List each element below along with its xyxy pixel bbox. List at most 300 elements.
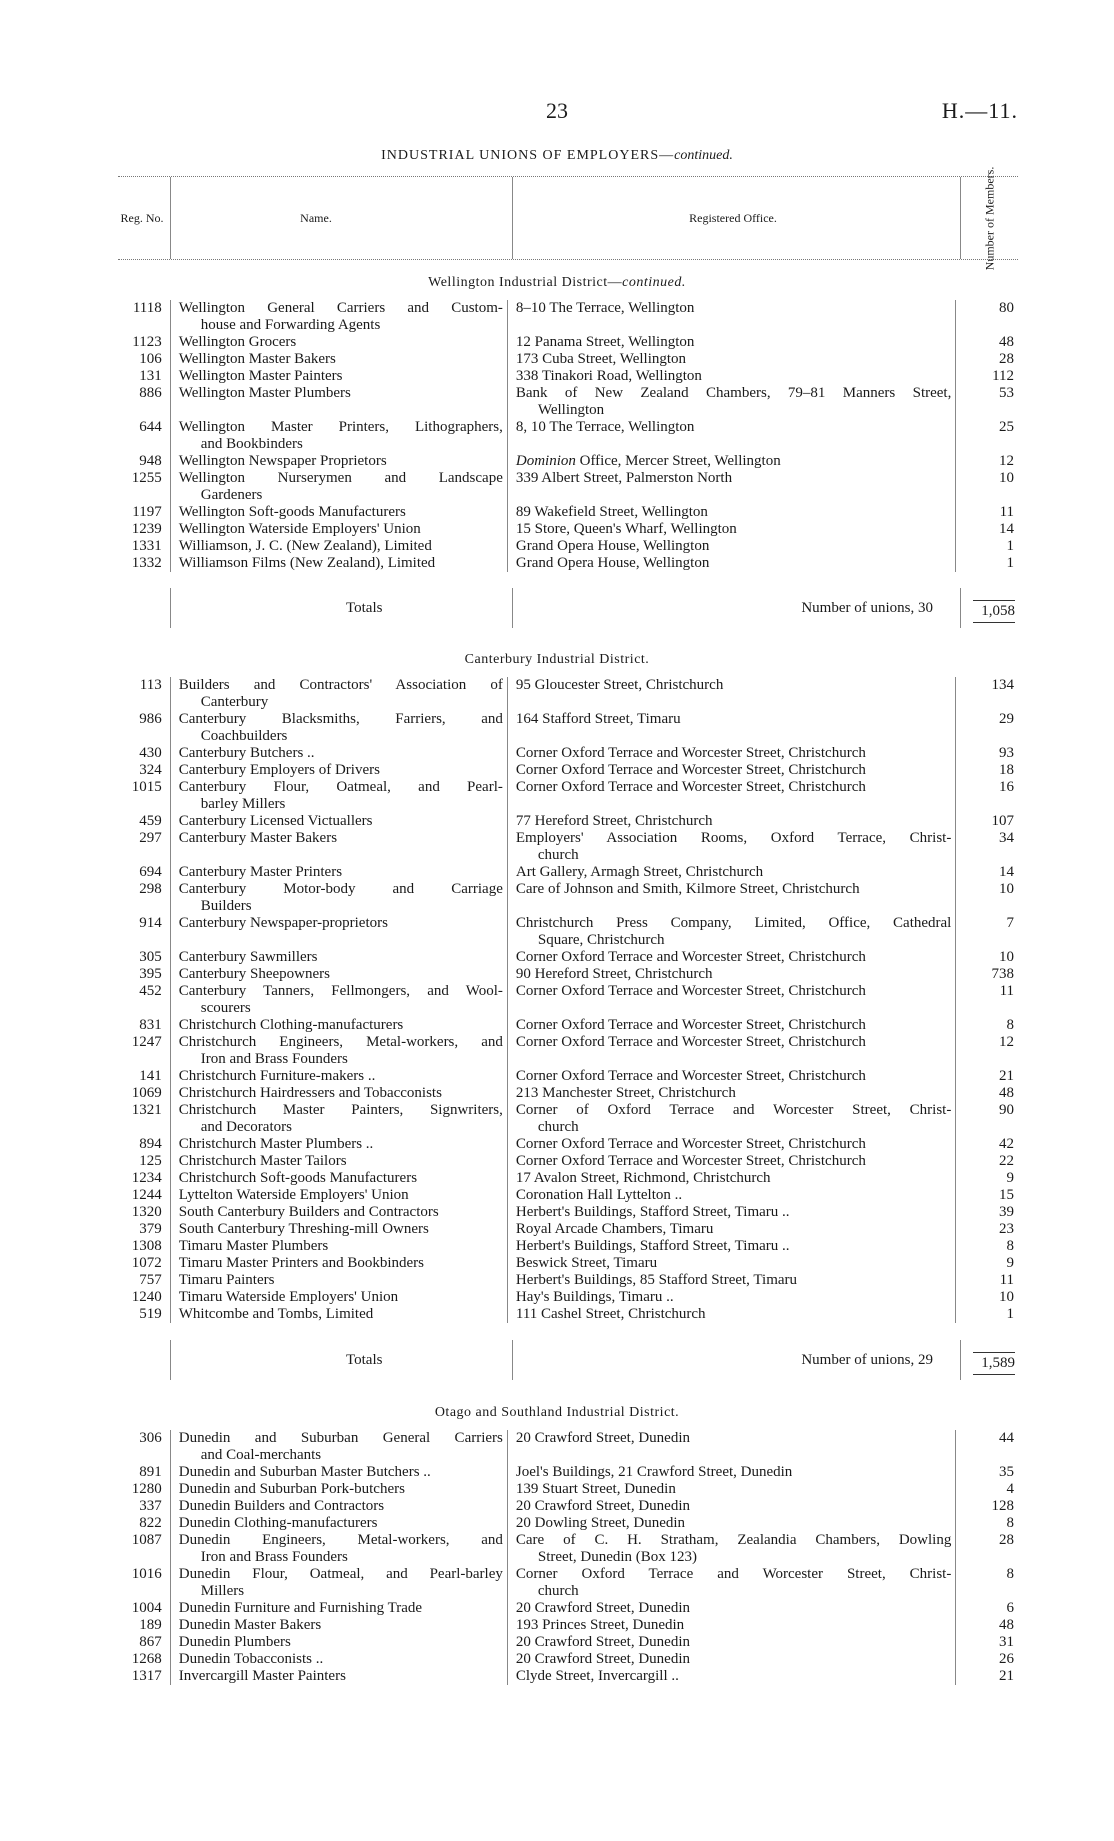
table-row bbox=[118, 881, 1018, 915]
office-italic-name: Dominion bbox=[515, 453, 576, 469]
union-name-cell bbox=[170, 1498, 507, 1515]
union-count: Number of unions, 30 bbox=[801, 600, 933, 616]
registered-office bbox=[516, 1566, 951, 1583]
registered-office bbox=[516, 864, 951, 881]
table-row bbox=[118, 453, 1018, 470]
registered-office-cell bbox=[507, 1034, 955, 1068]
union-name: Wellington Soft-goods Manufacturers bbox=[178, 504, 406, 520]
reg-number: 914 bbox=[139, 915, 162, 931]
office-address: Corner Oxford Terrace and Worcester Street, Christchurch bbox=[515, 779, 866, 795]
union-name-cell bbox=[170, 1085, 507, 1102]
reg-number: 298 bbox=[139, 881, 162, 897]
table-row bbox=[118, 1515, 1018, 1532]
reg-number: 297 bbox=[139, 830, 162, 846]
office-address: Corner Oxford Terrace and Worcester Street, Christchurch bbox=[515, 983, 866, 999]
registered-office-cell bbox=[507, 368, 955, 385]
union-name-cell bbox=[170, 1204, 507, 1221]
office-address: 89 Wakefield Street, Wellington bbox=[515, 504, 708, 520]
total-members: 1,058 bbox=[973, 600, 1015, 623]
registered-office bbox=[516, 813, 951, 830]
member-count: 28 bbox=[955, 1532, 1018, 1566]
office-address: Herbert's Buildings, Stafford Street, Timaru .. bbox=[515, 1238, 790, 1254]
member-count: 11 bbox=[955, 1272, 1018, 1289]
union-name: Invercargill Master Painters bbox=[178, 1668, 346, 1684]
union-name: Canterbury Employers of Drivers bbox=[178, 762, 380, 778]
office-address: 139 Stuart Street, Dunedin bbox=[515, 1481, 676, 1497]
union-name-cell bbox=[170, 881, 507, 915]
totals-office-cell bbox=[512, 1340, 953, 1380]
registered-office-cell bbox=[507, 300, 955, 334]
office-address: Corner Oxford Terrace and Worcester Street, Christchurch bbox=[515, 1153, 866, 1169]
office-address: Corner Oxford Terrace and Worcester Street, Christchurch bbox=[515, 1136, 866, 1152]
table-row bbox=[118, 385, 1018, 419]
registered-office-cell bbox=[507, 351, 955, 368]
member-count: 44 bbox=[955, 1430, 1018, 1464]
office-address: 20 Crawford Street, Dunedin bbox=[515, 1430, 691, 1446]
union-name: Wellington Grocers bbox=[178, 334, 297, 350]
table-row bbox=[118, 1289, 1018, 1306]
union-name: South Canterbury Threshing-mill Owners bbox=[178, 1221, 429, 1237]
registered-office-cell bbox=[507, 1515, 955, 1532]
union-name: Christchurch Hairdressers and Tobacconists bbox=[178, 1085, 442, 1101]
union-name-cell bbox=[170, 1238, 507, 1255]
union-name-cell bbox=[170, 1102, 507, 1136]
registered-office-cell bbox=[507, 813, 955, 830]
union-name: Canterbury Tanners, Fellmongers, and Wool- bbox=[178, 983, 503, 999]
reg-number: 1317 bbox=[131, 1668, 162, 1684]
registered-office-cell bbox=[507, 1255, 955, 1272]
union-name: Timaru Master Printers and Bookbinders bbox=[178, 1255, 425, 1271]
registered-office-cell bbox=[507, 453, 955, 470]
table-row bbox=[118, 1481, 1018, 1498]
reg-number: 1016 bbox=[131, 1566, 162, 1582]
registered-office-cell bbox=[507, 762, 955, 779]
registered-office-continued: church bbox=[537, 847, 579, 863]
union-name: Christchurch Master Plumbers .. bbox=[178, 1136, 374, 1152]
member-count: 11 bbox=[955, 983, 1018, 1017]
registered-office-continued: Street, Dunedin (Box 123) bbox=[537, 1549, 698, 1565]
reg-number: 430 bbox=[139, 745, 162, 761]
union-name: Canterbury Master Printers bbox=[178, 864, 343, 880]
registered-office-cell bbox=[507, 745, 955, 762]
union-name: Canterbury Newspaper-proprietors bbox=[178, 915, 388, 931]
union-name-cell bbox=[170, 1306, 507, 1323]
reg-number: 1280 bbox=[131, 1481, 162, 1497]
union-name-cell bbox=[170, 745, 507, 762]
reg-number: 1332 bbox=[131, 555, 162, 571]
registered-office bbox=[516, 745, 951, 762]
reg-number: 125 bbox=[139, 1153, 162, 1169]
union-name-cell bbox=[170, 300, 507, 334]
table-row bbox=[118, 864, 1018, 881]
table-row bbox=[118, 813, 1018, 830]
union-name: Wellington Master Bakers bbox=[178, 351, 336, 367]
office-address: 193 Princes Street, Dunedin bbox=[515, 1617, 685, 1633]
registered-office-cell bbox=[507, 1498, 955, 1515]
office-address: 95 Gloucester Street, Christchurch bbox=[515, 677, 724, 693]
union-name-cell bbox=[170, 949, 507, 966]
registered-office bbox=[516, 1272, 951, 1289]
page-title bbox=[0, 148, 1114, 164]
union-name-cell bbox=[170, 385, 507, 419]
registered-office-cell bbox=[507, 1289, 955, 1306]
member-count: 29 bbox=[955, 711, 1018, 745]
registered-office-cell bbox=[507, 1651, 955, 1668]
union-name-cell bbox=[170, 983, 507, 1017]
office-address: Herbert's Buildings, 85 Stafford Street, Timaru bbox=[515, 1272, 798, 1288]
member-count: 4 bbox=[955, 1481, 1018, 1498]
union-name-cell bbox=[170, 351, 507, 368]
member-count: 8 bbox=[955, 1515, 1018, 1532]
office-address: 20 Crawford Street, Dunedin bbox=[515, 1498, 691, 1514]
registered-office bbox=[516, 1430, 951, 1447]
member-count: 21 bbox=[955, 1068, 1018, 1085]
totals-label: Totals bbox=[346, 600, 383, 616]
reg-number: 1244 bbox=[131, 1187, 162, 1203]
union-name: Canterbury Sheepowners bbox=[178, 966, 330, 982]
office-address: Corner Oxford Terrace and Worcester Street, Christchurch bbox=[515, 1034, 866, 1050]
union-name: Christchurch Master Painters, Signwriters, bbox=[178, 1102, 503, 1118]
section-title-canterbury bbox=[0, 652, 1114, 668]
totals-name-cell bbox=[170, 588, 497, 628]
office-address: 173 Cuba Street, Wellington bbox=[515, 351, 687, 367]
registered-office bbox=[516, 881, 951, 898]
registered-office-cell bbox=[507, 1430, 955, 1464]
table-row bbox=[118, 1566, 1018, 1600]
reg-number: 891 bbox=[139, 1464, 162, 1480]
office-address: Grand Opera House, Wellington bbox=[515, 555, 710, 571]
member-count: 80 bbox=[955, 300, 1018, 334]
office-address: Care of Johnson and Smith, Kilmore Street, Christchurch bbox=[515, 881, 860, 897]
member-count: 48 bbox=[955, 1617, 1018, 1634]
office-address: Corner Oxford Terrace and Worcester Street, Christ- bbox=[515, 1566, 952, 1582]
union-name-cell bbox=[170, 1289, 507, 1306]
office-address: Corner of Oxford Terrace and Worcester Street, Christ- bbox=[515, 1102, 952, 1118]
reg-number: 1087 bbox=[131, 1532, 162, 1548]
registered-office-cell bbox=[507, 830, 955, 864]
union-name-cell bbox=[170, 1170, 507, 1187]
registered-office bbox=[516, 351, 951, 368]
union-name-continued: scourers bbox=[200, 1000, 251, 1016]
member-count: 1 bbox=[955, 1306, 1018, 1323]
union-name-cell bbox=[170, 538, 507, 555]
section-title-text: Otago and Southland Industrial District. bbox=[434, 1405, 680, 1420]
office-address: Grand Opera House, Wellington bbox=[515, 538, 710, 554]
header-members-label: Number of Members. bbox=[982, 166, 997, 270]
registered-office bbox=[516, 1515, 951, 1532]
union-name-cell bbox=[170, 1017, 507, 1034]
registered-office bbox=[516, 966, 951, 983]
union-name: Canterbury Butchers .. bbox=[178, 745, 315, 761]
union-name: Canterbury Flour, Oatmeal, and Pearl- bbox=[178, 779, 503, 795]
table-row bbox=[118, 762, 1018, 779]
registered-office bbox=[516, 1600, 951, 1617]
registered-office-cell bbox=[507, 1272, 955, 1289]
office-address: Corner Oxford Terrace and Worcester Street, Christchurch bbox=[515, 745, 866, 761]
registered-office-cell bbox=[507, 1221, 955, 1238]
table-row bbox=[118, 1464, 1018, 1481]
totals-label: Totals bbox=[346, 1352, 383, 1368]
registered-office-cell bbox=[507, 385, 955, 419]
union-name-cell bbox=[170, 1617, 507, 1634]
reg-number: 1331 bbox=[131, 538, 162, 554]
registered-office bbox=[516, 1464, 951, 1481]
reg-number: 519 bbox=[139, 1306, 162, 1322]
registered-office-cell bbox=[507, 915, 955, 949]
office-address: Care of C. H. Stratham, Zealandia Chambers, Dowling bbox=[515, 1532, 952, 1548]
union-name-cell bbox=[170, 1481, 507, 1498]
registered-office bbox=[516, 453, 951, 470]
office-address: Royal Arcade Chambers, Timaru bbox=[515, 1221, 714, 1237]
union-name: Canterbury Motor-body and Carriage bbox=[178, 881, 503, 897]
registered-office bbox=[516, 762, 951, 779]
registered-office-cell bbox=[507, 677, 955, 711]
reg-number: 867 bbox=[139, 1634, 162, 1650]
union-name: Dunedin and Suburban General Carriers bbox=[178, 1430, 503, 1446]
union-name-continued: Iron and Brass Founders bbox=[200, 1549, 348, 1565]
union-name-cell bbox=[170, 762, 507, 779]
union-name-cell bbox=[170, 368, 507, 385]
table-row bbox=[118, 983, 1018, 1017]
member-count: 16 bbox=[955, 779, 1018, 813]
union-name-continued: and Decorators bbox=[200, 1119, 292, 1135]
reg-number: 822 bbox=[139, 1515, 162, 1531]
registered-office-cell bbox=[507, 1017, 955, 1034]
union-name: Dunedin Furniture and Furnishing Trade bbox=[178, 1600, 423, 1616]
section-title-text: Wellington Industrial District— bbox=[428, 275, 623, 290]
reg-number: 1320 bbox=[131, 1204, 162, 1220]
office-address: Beswick Street, Timaru bbox=[515, 1255, 658, 1271]
union-name: Canterbury Sawmillers bbox=[178, 949, 318, 965]
table-row bbox=[118, 1255, 1018, 1272]
registered-office-cell bbox=[507, 1102, 955, 1136]
office-address: 20 Crawford Street, Dunedin bbox=[515, 1651, 691, 1667]
office-address: Art Gallery, Armagh Street, Christchurch bbox=[515, 864, 764, 880]
reg-number: 1234 bbox=[131, 1170, 162, 1186]
registered-office bbox=[516, 504, 951, 521]
table-row bbox=[118, 1136, 1018, 1153]
registered-office bbox=[516, 711, 951, 728]
table-row bbox=[118, 711, 1018, 745]
table-row bbox=[118, 677, 1018, 711]
office-address: 8–10 The Terrace, Wellington bbox=[515, 300, 695, 316]
table-row bbox=[118, 1034, 1018, 1068]
reg-number: 141 bbox=[139, 1068, 162, 1084]
member-count: 39 bbox=[955, 1204, 1018, 1221]
union-name-cell bbox=[170, 1651, 507, 1668]
member-count: 34 bbox=[955, 830, 1018, 864]
union-name: Christchurch Soft-goods Manufacturers bbox=[178, 1170, 418, 1186]
reg-number: 1247 bbox=[131, 1034, 162, 1050]
wellington-table bbox=[118, 300, 1018, 572]
table-row bbox=[118, 1085, 1018, 1102]
reg-number: 395 bbox=[139, 966, 162, 982]
union-name: Lyttelton Waterside Employers' Union bbox=[178, 1187, 409, 1203]
union-name-cell bbox=[170, 1668, 507, 1685]
union-name: Wellington General Carriers and Custom- bbox=[178, 300, 503, 316]
union-name-cell bbox=[170, 1532, 507, 1566]
table-row bbox=[118, 555, 1018, 572]
table-row bbox=[118, 745, 1018, 762]
registered-office bbox=[516, 1221, 951, 1238]
reg-number: 106 bbox=[139, 351, 162, 367]
registered-office-cell bbox=[507, 504, 955, 521]
union-name: Dunedin Plumbers bbox=[178, 1634, 291, 1650]
registered-office-cell bbox=[507, 1532, 955, 1566]
registered-office bbox=[516, 1153, 951, 1170]
member-count: 12 bbox=[955, 453, 1018, 470]
union-name-continued: Millers bbox=[200, 1583, 245, 1599]
reg-number: 337 bbox=[139, 1498, 162, 1514]
table-header bbox=[118, 166, 1018, 270]
registered-office-cell bbox=[507, 419, 955, 453]
table-row bbox=[118, 1668, 1018, 1685]
union-name-cell bbox=[170, 555, 507, 572]
member-count: 93 bbox=[955, 745, 1018, 762]
union-name-continued: house and Forwarding Agents bbox=[200, 317, 381, 333]
office-address: 213 Manchester Street, Christchurch bbox=[515, 1085, 736, 1101]
office-address: Joel's Buildings, 21 Crawford Street, Dunedin bbox=[515, 1464, 793, 1480]
registered-office bbox=[516, 1204, 951, 1221]
office-address: 8, 10 The Terrace, Wellington bbox=[515, 419, 695, 435]
union-name-cell bbox=[170, 453, 507, 470]
union-name: Dunedin Flour, Oatmeal, and Pearl-barley bbox=[178, 1566, 503, 1582]
table-row bbox=[118, 538, 1018, 555]
union-name-cell bbox=[170, 419, 507, 453]
member-count: 42 bbox=[955, 1136, 1018, 1153]
registered-office-cell bbox=[507, 1136, 955, 1153]
reg-number: 324 bbox=[139, 762, 162, 778]
member-count: 8 bbox=[955, 1017, 1018, 1034]
union-name: Dunedin Tobacconists .. bbox=[178, 1651, 324, 1667]
member-count: 18 bbox=[955, 762, 1018, 779]
member-count: 14 bbox=[955, 521, 1018, 538]
table-row bbox=[118, 1187, 1018, 1204]
union-name-cell bbox=[170, 1464, 507, 1481]
table-row bbox=[118, 1600, 1018, 1617]
union-name-continued: Gardeners bbox=[200, 487, 263, 503]
reg-number: 986 bbox=[139, 711, 162, 727]
union-name: Dunedin Clothing-manufacturers bbox=[178, 1515, 378, 1531]
office-address: Corner Oxford Terrace and Worcester Street, Christchurch bbox=[515, 949, 866, 965]
reg-number: 694 bbox=[139, 864, 162, 880]
reg-number: 189 bbox=[139, 1617, 162, 1633]
reg-number: 305 bbox=[139, 949, 162, 965]
reg-number: 948 bbox=[139, 453, 162, 469]
member-count: 25 bbox=[955, 419, 1018, 453]
union-name: Christchurch Clothing-manufacturers bbox=[178, 1017, 404, 1033]
office-address: 338 Tinakori Road, Wellington bbox=[515, 368, 702, 384]
registered-office-continued: church bbox=[537, 1119, 579, 1135]
union-name: Dunedin Builders and Contractors bbox=[178, 1498, 385, 1514]
reg-number: 1321 bbox=[131, 1102, 162, 1118]
union-name: Dunedin and Suburban Pork-butchers bbox=[178, 1481, 405, 1497]
registered-office bbox=[516, 1255, 951, 1272]
member-count: 10 bbox=[955, 1289, 1018, 1306]
registered-office-cell bbox=[507, 881, 955, 915]
union-name-cell bbox=[170, 504, 507, 521]
reg-number: 306 bbox=[139, 1430, 162, 1446]
registered-office-cell bbox=[507, 1306, 955, 1323]
section-title-wellington bbox=[0, 275, 1114, 291]
table-row bbox=[118, 1651, 1018, 1668]
header-registered-office: Registered Office. bbox=[512, 177, 953, 259]
office-address: 111 Cashel Street, Christchurch bbox=[515, 1306, 706, 1322]
union-name-cell bbox=[170, 1600, 507, 1617]
title-italic: continued. bbox=[674, 148, 733, 163]
registered-office-cell bbox=[507, 1238, 955, 1255]
member-count: 10 bbox=[955, 470, 1018, 504]
registered-office-cell bbox=[507, 538, 955, 555]
otago-table bbox=[118, 1430, 1018, 1685]
member-count: 28 bbox=[955, 351, 1018, 368]
union-name-cell bbox=[170, 521, 507, 538]
member-count: 1 bbox=[955, 538, 1018, 555]
union-name-cell bbox=[170, 813, 507, 830]
totals-num-cell bbox=[960, 588, 1019, 628]
table-row bbox=[118, 351, 1018, 368]
union-name: Christchurch Furniture-makers .. bbox=[178, 1068, 376, 1084]
registered-office bbox=[516, 300, 951, 317]
union-name: Wellington Master Printers, Lithographers, bbox=[178, 419, 503, 435]
reg-number: 113 bbox=[139, 677, 162, 693]
reg-number: 379 bbox=[139, 1221, 162, 1237]
table-row bbox=[118, 470, 1018, 504]
reg-number: 644 bbox=[139, 419, 162, 435]
section-title-italic: continued. bbox=[622, 275, 686, 290]
table-row bbox=[118, 779, 1018, 813]
registered-office-cell bbox=[507, 1085, 955, 1102]
union-name-cell bbox=[170, 915, 507, 949]
reg-number: 1069 bbox=[131, 1085, 162, 1101]
table-row bbox=[118, 1498, 1018, 1515]
member-count: 1 bbox=[955, 555, 1018, 572]
reg-number: 1239 bbox=[131, 521, 162, 537]
union-name: Canterbury Master Bakers bbox=[178, 830, 338, 846]
union-name-cell bbox=[170, 711, 507, 745]
registered-office bbox=[516, 1085, 951, 1102]
reg-number: 459 bbox=[139, 813, 162, 829]
registered-office bbox=[516, 419, 951, 436]
registered-office bbox=[516, 1187, 951, 1204]
registered-office bbox=[516, 1651, 951, 1668]
union-name-cell bbox=[170, 1221, 507, 1238]
registered-office bbox=[516, 1136, 951, 1153]
header-number-of-members bbox=[960, 166, 1019, 270]
table-row bbox=[118, 1430, 1018, 1464]
table-row bbox=[118, 1617, 1018, 1634]
union-name: Christchurch Master Tailors bbox=[178, 1153, 347, 1169]
union-name: Christchurch Engineers, Metal-workers, and bbox=[178, 1034, 503, 1050]
registered-office bbox=[516, 1617, 951, 1634]
member-count: 90 bbox=[955, 1102, 1018, 1136]
registered-office bbox=[516, 1170, 951, 1187]
table-row bbox=[118, 1204, 1018, 1221]
registered-office-cell bbox=[507, 470, 955, 504]
union-name: Timaru Painters bbox=[178, 1272, 275, 1288]
union-name-continued: Canterbury bbox=[200, 694, 269, 710]
table-row bbox=[118, 1017, 1018, 1034]
registered-office bbox=[516, 949, 951, 966]
office-address: 20 Dowling Street, Dunedin bbox=[515, 1515, 686, 1531]
office-address: 15 Store, Queen's Wharf, Wellington bbox=[515, 521, 737, 537]
registered-office bbox=[516, 1068, 951, 1085]
member-count: 23 bbox=[955, 1221, 1018, 1238]
member-count: 107 bbox=[955, 813, 1018, 830]
totals-office-cell bbox=[512, 588, 953, 628]
member-count: 22 bbox=[955, 1153, 1018, 1170]
table-row bbox=[118, 1306, 1018, 1323]
